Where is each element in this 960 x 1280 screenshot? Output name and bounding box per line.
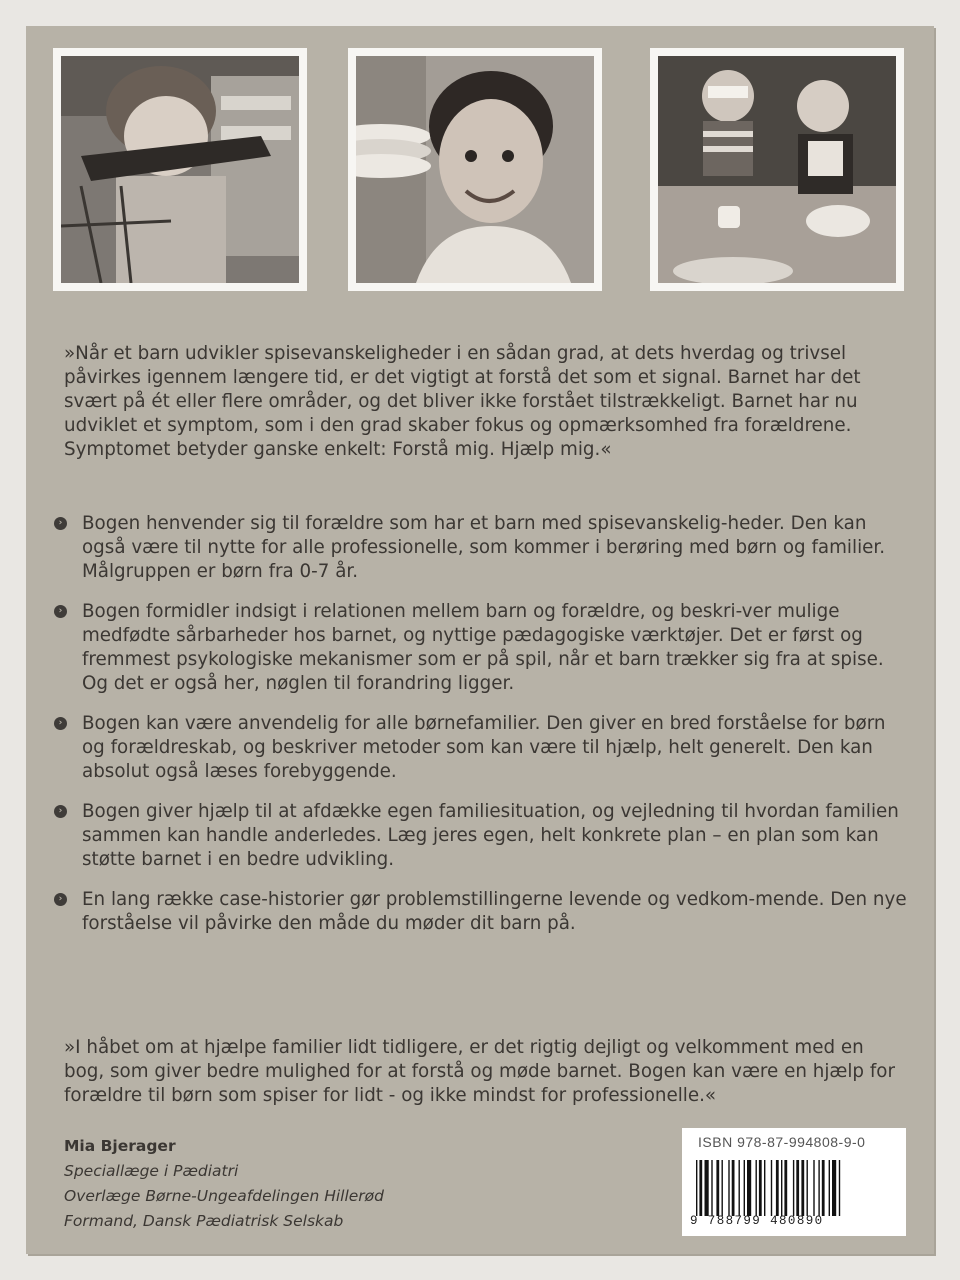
back-cover [26, 26, 934, 1254]
barcode-number: 9 788799 480890 [690, 1214, 824, 1228]
arrow-circle-icon: › [54, 893, 67, 906]
list-item-text: En lang række case-historier gør problemstillingerne levende og vedkom-mende. Den nye forståelse vil påvirke den måde du møder dit barn på. [82, 889, 907, 934]
baby-in-shopping-cart-photo [53, 48, 307, 291]
list-item [54, 888, 914, 936]
author-title: Speciallæge i Pædiatri [64, 1162, 239, 1180]
arrow-circle-icon: › [54, 717, 67, 730]
smiling-boy-photo [348, 48, 602, 291]
list-item [54, 712, 914, 784]
list-item-text: Bogen henvender sig til forældre som har et barn med spisevanskelig-heder. Den kan også være til nytte for alle professionelle, som kommer i berøring med børn og familier. Målgruppen er børn fra 0-7 år. [82, 513, 886, 582]
intro-quote: »Når et barn udvikler spisevanskeligheder i en sådan grad, at dets hverdag og trivsel påvirkes igennem længere tid, er det vigtigt at forstå det som et signal. Barnet har det svært på ét eller flere områder, og det bliver ikke forstået tilstrækkeligt. Barnet har nu udviklet et symptom, som i den grad skaber fokus og opmærksomhed fra forældrene. Symptomet betyder ganske enkelt: Forstå mig. Hjælp mig.« [64, 343, 861, 460]
isbn-barcode-box [682, 1128, 906, 1236]
arrow-circle-icon: › [54, 605, 67, 618]
author-name: Mia Bjerager [64, 1137, 176, 1155]
list-item-text: Bogen giver hjælp til at afdække egen familiesituation, og vejledning til hvordan familien sammen kan handle anderledes. Læg jeres egen, helt konkrete plan – en plan som kan støtte barnet i en bedre udvikling. [82, 801, 899, 870]
list-item [54, 512, 914, 584]
arrow-circle-icon: › [54, 517, 67, 530]
barcode-icon [696, 1160, 892, 1216]
list-item-text: Bogen formidler indsigt i relationen mellem barn og forældre, og beskri-ver mulige medfødte sårbarheder hos barnet, og nyttige pædagogiske værktøjer. Det er først og fremmest psykologiske mekanismer som er på spil, når et barn trækker sig fra at spise. Og det er også her, nøglen til forandring ligger. [82, 601, 884, 694]
list-item-text: Bogen kan være anvendelig for alle børnefamilier. Den giver en bred forståelse for børn og forældreskab, og beskriver metoder som kan være til hjælp, helt generelt. Den kan absolut også læses forebyggende. [82, 713, 886, 782]
endorsement-author [64, 1134, 384, 1234]
arrow-circle-icon: › [54, 805, 67, 818]
author-title: Overlæge Børne-Ungeafdelingen Hillerød [64, 1187, 384, 1205]
children-picnic-photo [650, 48, 904, 291]
endorsement-quote: »I håbet om at hjælpe familier lidt tidligere, er det rigtig dejligt og velkomment med en bog, som giver bedre mulighed for at forstå og møde barnet. Bogen kan være en hjælp for forældre til børn som spiser for lidt - og ikke mindst for professionelle.« [64, 1037, 895, 1106]
author-title: Formand, Dansk Pædiatrisk Selskab [64, 1212, 344, 1230]
isbn-label: ISBN 978-87-994808-9-0 [698, 1134, 866, 1150]
feature-list [54, 512, 914, 952]
list-item [54, 600, 914, 696]
list-item [54, 800, 914, 872]
